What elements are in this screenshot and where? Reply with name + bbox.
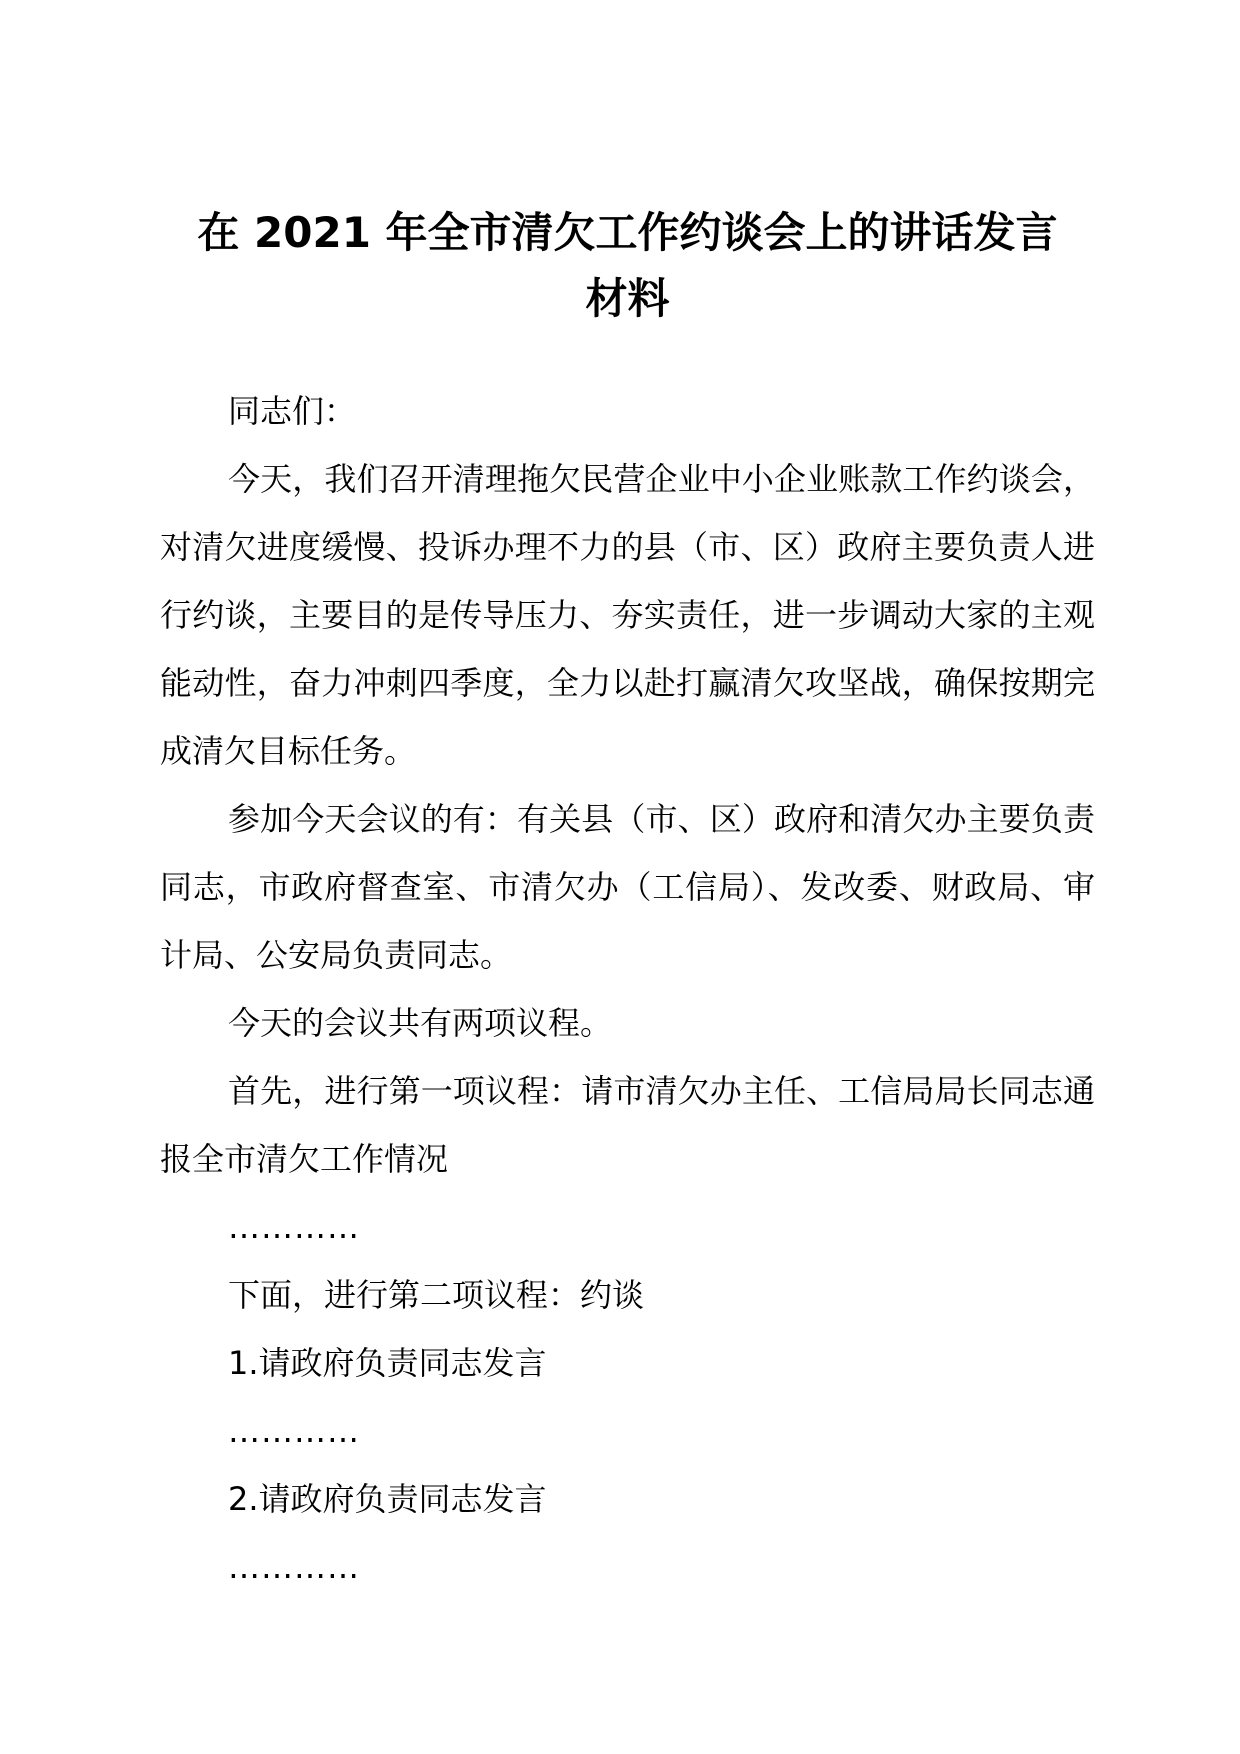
- agenda-item-2: 下面，进行第二项议程：约谈: [228, 1276, 645, 1314]
- agenda-item-1: 首先，进行第一项议程：请市清欠办主任、工信局局长同志通报全市清欠工作情况: [160, 1072, 1095, 1178]
- salutation: 同志们：: [228, 392, 357, 430]
- ellipsis-2: …………: [228, 1412, 360, 1450]
- intro-paragraph: 今天，我们召开清理拖欠民营企业中小企业账款工作约谈会，对清欠进度缓慢、投诉办理不力的县（市、区）政府主要负责人进行约谈，主要目的是传导压力、夯实责任，进一步调动大家的主观能动性，奋力冲刺四季度，全力以赴打赢清欠攻坚战，确保按期完成清欠目标任务。: [160, 460, 1095, 770]
- speaker-1: 1.请政府负责同志发言: [228, 1344, 547, 1382]
- title-line-2: 材料: [585, 274, 670, 323]
- document-title: [160, 200, 1095, 332]
- attendees-paragraph: 参加今天会议的有：有关县（市、区）政府和清欠办主要负责同志，市政府督查室、市清欠办（工信局）、发改委、财政局、审计局、公安局负责同志。: [160, 800, 1095, 974]
- ellipsis-3: …………: [228, 1548, 360, 1586]
- agenda-overview: 今天的会议共有两项议程。: [228, 1004, 613, 1042]
- speaker-2: 2.请政府负责同志发言: [228, 1480, 547, 1518]
- ellipsis-1: …………: [228, 1208, 360, 1246]
- title-line-1: 在 2021 年全市清欠工作约谈会上的讲话发言: [197, 208, 1058, 257]
- document-body: [160, 377, 1095, 1601]
